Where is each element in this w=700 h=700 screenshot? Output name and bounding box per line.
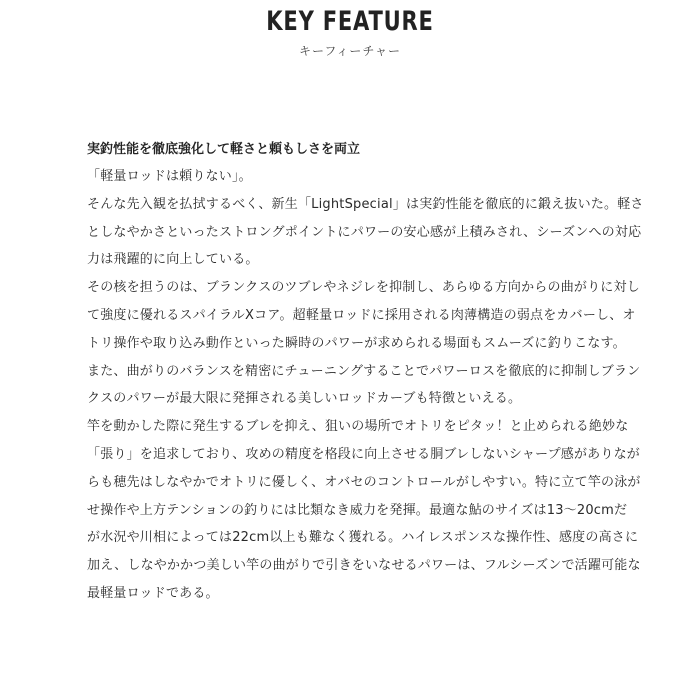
text-line: て強度に優れるスパイラルXコア。超軽量ロッドに採用される肉薄構造の弱点をカバーし、オ [87,307,636,323]
text-line: 「張り」を追求しており、攻めの精度を格段に向上させる胴ブレしないシャープ感がありなが [87,446,640,462]
text-line: らも穂先はしなやかでオトリに優しく、オバセのコントロールがしやすい。特に立て竿の泳が [87,474,641,490]
text-line: トリ操作や取り込み動作といった瞬時のパワーが求められる場面もスムーズに釣りこなす。 [87,335,626,351]
article-body [87,136,644,608]
text-line: 「軽量ロッドは頼りない」。 [87,169,252,184]
text-line: また、曲がりのバランスを精密にチューニングすることでパワーロスを徹底的に抑制しブラン [87,363,641,379]
article-heading: 実釣性能を徹底強化して軽さと頼もしさを両立 [87,142,361,157]
page-subtitle: キーフィーチャー [298,44,402,58]
text-line: そんな先入観を払拭するべく、新生「LightSpecial」は実釣性能を徹底的に鍛え抜いた。軽さ [87,196,644,212]
text-line: 竿を動かした際に発生するブレを抑え、狙いの場所でオトリをピタッ！と止められる絶妙な [87,419,629,435]
text-line: 力は飛躍的に向上している。 [87,252,259,268]
text-line: 加え、しなやかかつ美しい竿の曲がりで引きをいなせるパワーは、フルシーズンで活躍可能な [87,558,641,574]
text-line: せ操作や上方テンションの釣りには比類なき威力を発揮。最適な鮎のサイズは13〜20cmだ [87,502,628,518]
text-line: としなやかさといったストロングポイントにパワーの安心感が上積みされ、シーズンへの対応 [87,224,642,240]
text-line: が水況や川相によっては22cm以上も難なく獲れる。ハイレスポンスな操作性、感度の高さに [87,530,639,546]
text-line: 最軽量ロッドである。 [87,585,219,601]
page-title: KEY FEATURE [266,6,434,37]
text-line: その核を担うのは、ブランクスのツブレやネジレを抑制し、あらゆる方向からの曲がりに対し [87,280,640,296]
text-line: クスのパワーが最大限に発揮される美しいロッドカーブも特徴といえる。 [87,391,522,407]
